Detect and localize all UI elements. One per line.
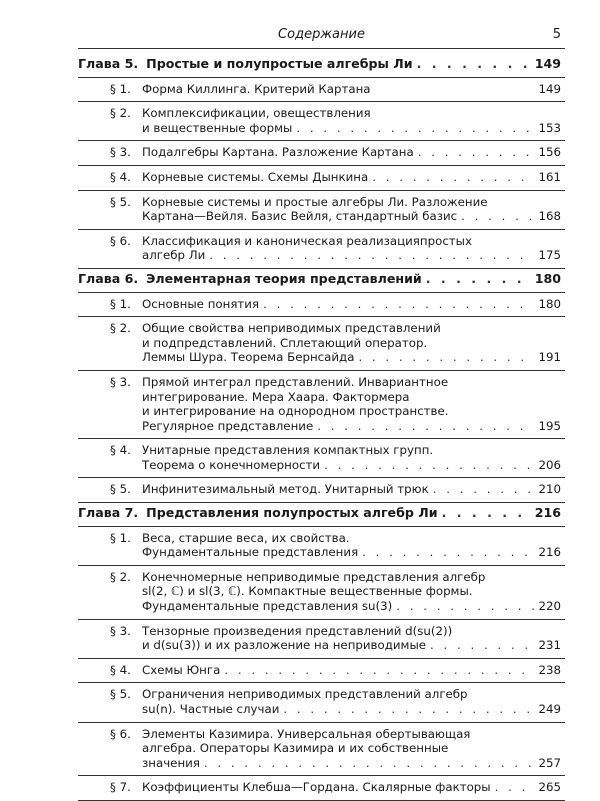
toc-line	[78, 780, 565, 795]
section-title-line: Инфинитезимальный метод. Унитарный трюк	[142, 482, 429, 497]
toc-section-entry	[78, 659, 565, 684]
section-page: 153	[538, 120, 561, 135]
chapter-label: Глава 7.	[78, 505, 139, 521]
toc-line	[78, 57, 565, 72]
leader-dots	[296, 121, 534, 136]
section-page: 168	[538, 209, 561, 224]
section-page: 180	[538, 296, 561, 311]
section-label: § 2.	[110, 321, 131, 336]
section-title-line: Классификация и каноническая реализацияпростых	[142, 233, 472, 248]
section-title-line: Комплексификации, овеществления	[142, 106, 371, 121]
toc-line	[78, 531, 565, 546]
section-label: § 4.	[110, 662, 131, 677]
toc-line	[78, 702, 565, 717]
section-page: 257	[538, 755, 561, 770]
toc-line	[78, 209, 565, 224]
toc-line	[78, 545, 565, 560]
section-label: § 2.	[110, 569, 131, 584]
toc-section-entry	[78, 102, 565, 141]
leader-dots	[372, 170, 534, 185]
toc-line	[78, 458, 565, 473]
section-label: § 1.	[110, 81, 131, 96]
chapter-page: 180	[534, 270, 561, 286]
section-title-line: и интегрирование на однородном пространстве.	[142, 404, 449, 419]
chapter-title: Элементарная теория представлений	[146, 270, 422, 286]
toc-section-entry	[78, 620, 565, 659]
toc-section-entry	[78, 439, 565, 478]
section-title-line: su(n). Частные случаи	[142, 702, 280, 716]
leader-dots	[433, 482, 535, 497]
toc-line	[78, 599, 565, 614]
leader-dots	[317, 419, 534, 434]
toc-section-entry	[78, 293, 565, 318]
section-label: § 1.	[110, 296, 131, 311]
toc-line	[78, 482, 565, 497]
section-page: 175	[538, 248, 561, 263]
chapter-title: Представления полупростых алгебр Ли	[146, 505, 438, 521]
leader-dots	[442, 506, 531, 521]
section-title-line: Конечномерные неприводимые представления алгебр	[142, 569, 486, 584]
section-label: § 5.	[110, 687, 131, 702]
section-title-line: Корневые системы. Схемы Дынкина	[142, 169, 369, 184]
toc-line	[78, 756, 565, 771]
chapter-label: Глава 6.	[78, 270, 139, 286]
toc-chapter-entry	[78, 54, 565, 78]
toc-line	[78, 170, 565, 185]
section-title-line: Тензорные произведения представлений d(su(2))	[142, 623, 453, 638]
section-title-line: и подпредставлений. Сплетающий оператор.	[142, 335, 428, 350]
section-page: 249	[538, 702, 561, 716]
section-label: § 5.	[110, 194, 131, 209]
section-title-line: Картана—Вейля. Базис Вейля, стандартный базис	[142, 209, 458, 224]
section-title-line: Коэффициенты Клебша—Гордана. Скалярные факторы	[142, 780, 491, 795]
toc-line	[78, 741, 565, 756]
section-title-line: Элементы Казимира. Универсальная обертывающая	[142, 726, 471, 741]
section-label: § 3.	[110, 374, 131, 389]
section-label: § 1.	[110, 530, 131, 545]
toc-line	[78, 234, 565, 249]
section-title-line: Ограничения неприводимых представлений алгебр	[142, 687, 468, 702]
section-page: 156	[538, 145, 561, 160]
toc-chapter-entry	[78, 269, 565, 293]
leader-dots	[263, 297, 534, 312]
toc-line	[78, 624, 565, 639]
toc-line	[78, 404, 565, 419]
toc-line	[78, 663, 565, 678]
leader-dots	[426, 272, 531, 287]
section-title-line: и d(su(3)) и их разложение на неприводимые	[142, 638, 427, 653]
toc-section-entry	[78, 371, 565, 439]
toc-section-entry	[78, 230, 565, 269]
section-page: 231	[538, 638, 561, 653]
leader-dots	[362, 545, 534, 560]
leader-dots	[324, 458, 534, 473]
leader-dots	[204, 756, 535, 771]
leader-dots	[283, 702, 534, 717]
toc-section-entry	[78, 683, 565, 722]
leader-dots	[224, 663, 534, 678]
section-title-line: sl(2, ℂ) и sl(3, ℂ). Компактные вещественные формы.	[142, 584, 473, 599]
toc-line	[78, 390, 565, 405]
toc-line	[78, 584, 565, 599]
chapter-title: Простые и полупростые алгебры Ли	[146, 56, 413, 71]
section-label: § 3.	[110, 623, 131, 638]
leader-dots	[358, 350, 534, 365]
section-page: 216	[538, 545, 561, 560]
toc-section-entry	[78, 191, 565, 230]
toc-line	[78, 570, 565, 585]
toc-line	[78, 350, 565, 365]
toc-section-entry	[78, 566, 565, 620]
leader-dots	[461, 209, 534, 224]
toc-line	[78, 297, 565, 312]
chapter-label: Глава 5.	[78, 56, 139, 71]
toc-line	[78, 82, 565, 97]
section-page: 191	[538, 350, 561, 365]
toc-line	[78, 638, 565, 653]
section-title-line: Леммы Шура. Теорема Бернсайда	[142, 350, 355, 365]
chapter-page: 216	[534, 505, 561, 521]
toc-line	[78, 145, 565, 160]
section-title-line: алгебра. Операторы Казимира и их собственные	[142, 741, 449, 756]
toc-line	[78, 248, 565, 263]
section-label: § 2.	[110, 106, 131, 121]
table-of-contents	[78, 54, 565, 801]
section-label: § 5.	[110, 482, 131, 497]
toc-chapter-entry	[78, 503, 565, 527]
section-label: § 6.	[110, 233, 131, 248]
toc-section-entry	[78, 723, 565, 777]
chapter-page: 149	[534, 56, 561, 71]
leader-dots	[430, 638, 534, 653]
toc-section-entry	[78, 317, 565, 371]
toc-line	[78, 272, 565, 287]
section-title-line: Фундаментальные представления su(3)	[142, 599, 393, 614]
toc-section-entry	[78, 78, 565, 103]
section-label: § 4.	[110, 169, 131, 184]
section-page: 220	[538, 599, 561, 614]
running-header	[78, 26, 565, 49]
section-title-line: Фундаментальные представления	[142, 545, 359, 560]
section-label: § 6.	[110, 726, 131, 741]
section-title-line: Общие свойства неприводимых представлений	[142, 321, 441, 336]
leader-dots	[495, 780, 535, 795]
toc-line	[78, 121, 565, 136]
leader-dots	[418, 145, 535, 160]
section-title-line: интегрирование. Мера Хаара. Фактормера	[142, 389, 410, 404]
toc-section-entry	[78, 478, 565, 503]
section-title-line: Веса, старшие веса, их свойства.	[142, 530, 350, 545]
section-title-line: Теорема о конечномерности	[142, 457, 321, 472]
section-title-line: алгебр Ли	[142, 248, 206, 263]
section-page: 161	[538, 169, 561, 184]
toc-section-entry	[78, 166, 565, 191]
section-page: 195	[538, 418, 561, 433]
section-title-line: Корневые системы и простые алгебры Ли. Разложение	[142, 194, 488, 209]
toc-section-entry	[78, 141, 565, 166]
toc-line	[78, 336, 565, 351]
section-title-line: и вещественные формы	[142, 120, 293, 135]
toc-line	[78, 321, 565, 336]
section-page: 238	[538, 662, 561, 677]
section-page: 210	[538, 482, 561, 497]
running-header-title: Содержание	[278, 27, 365, 42]
section-label: § 7.	[110, 780, 131, 795]
section-page: 149	[538, 81, 561, 96]
toc-line	[78, 419, 565, 434]
section-title-line: Подалгебры Картана. Разложение Картана	[142, 145, 414, 160]
leader-dots	[209, 248, 534, 263]
section-title-line: Форма Киллинга. Критерий Картана	[142, 81, 371, 96]
section-title-line: Схемы Юнга	[142, 662, 221, 677]
toc-line	[78, 506, 565, 521]
toc-line	[78, 106, 565, 121]
leader-dots	[396, 599, 534, 614]
section-title-line: Унитарные представления компактных групп.	[142, 443, 434, 458]
leader-dots	[417, 57, 531, 72]
section-page: 265	[538, 780, 561, 795]
section-title-line: значения	[142, 755, 200, 770]
section-page: 206	[538, 457, 561, 472]
section-title-line: Основные понятия	[142, 296, 260, 311]
toc-line	[78, 195, 565, 210]
toc-line	[78, 375, 565, 390]
toc-line	[78, 727, 565, 742]
section-title-line: Регулярное представление	[142, 418, 314, 433]
toc-line	[78, 443, 565, 458]
page-number: 5	[552, 27, 561, 42]
section-title-line: Прямой интеграл представлений. Инвариантное	[142, 374, 449, 389]
toc-section-entry	[78, 776, 565, 801]
toc-section-entry	[78, 527, 565, 566]
section-label: § 4.	[110, 443, 131, 458]
toc-line	[78, 687, 565, 702]
section-label: § 3.	[110, 145, 131, 160]
